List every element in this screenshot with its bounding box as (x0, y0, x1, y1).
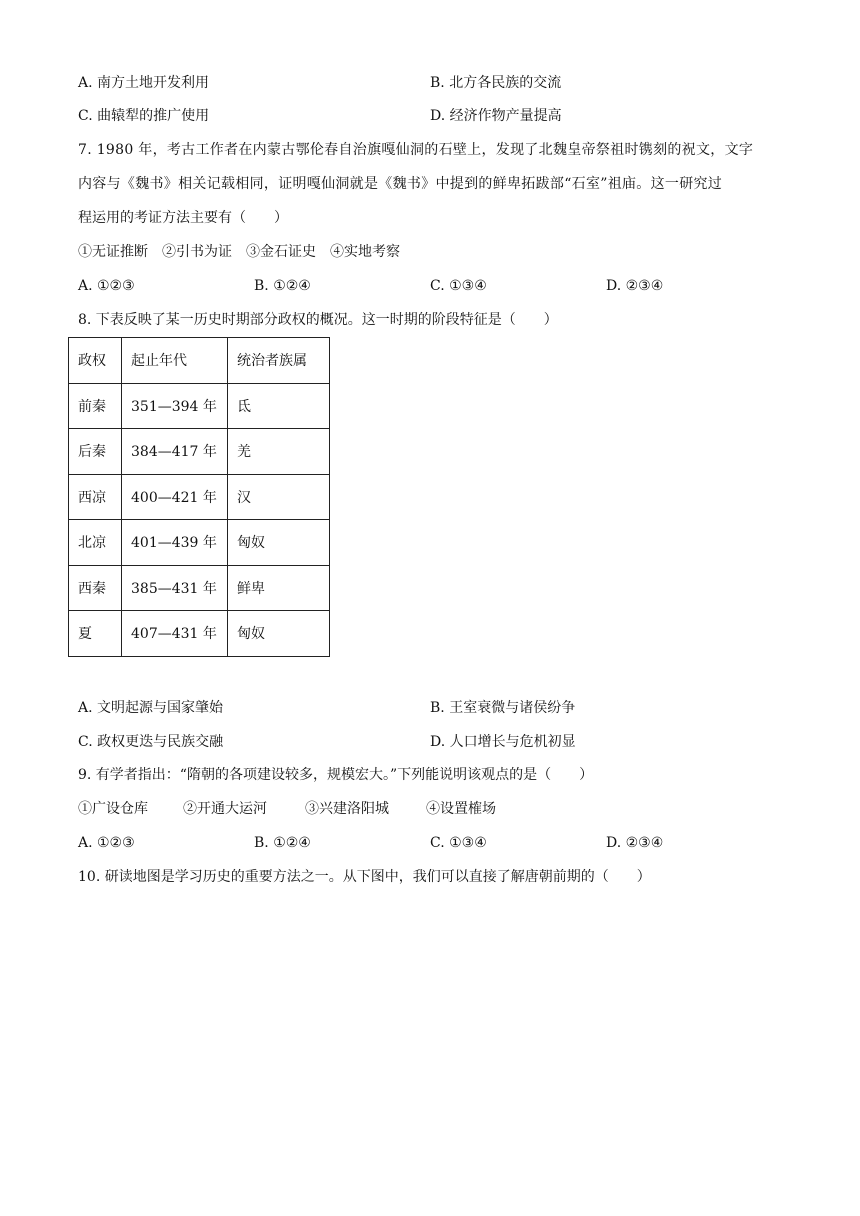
table-header-row (69, 338, 330, 384)
table-cell: 后秦 (69, 429, 122, 475)
table-cell: 400—421 年 (122, 474, 228, 520)
table-cell: 汉 (228, 474, 330, 520)
q9-item-4: ④设置榷场 (426, 801, 496, 817)
table-cell: 351—394 年 (122, 383, 228, 429)
table-cell: 407—431 年 (122, 611, 228, 657)
table-cell: 401—439 年 (122, 520, 228, 566)
q8-option-d: D. 人口增长与危机初显 (430, 734, 576, 750)
q8-option-a: A. 文明起源与国家肇始 (78, 700, 224, 716)
table-header: 起止年代 (122, 338, 228, 384)
table-cell: 北凉 (69, 520, 122, 566)
table-cell: 氐 (228, 383, 330, 429)
table-row (69, 565, 330, 611)
q7-stem-line-1: 7. 1980 年，考古工作者在内蒙古鄂伦春自治旗嘎仙洞的石壁上，发现了北魏皇帝祭祖时镌刻的祝文，文字 (78, 142, 754, 158)
q9-item-3: ③兴建洛阳城 (305, 801, 389, 817)
q9-option-c: C. ①③④ (430, 835, 487, 851)
table-cell: 前秦 (69, 383, 122, 429)
table-cell: 385—431 年 (122, 565, 228, 611)
q7-option-c: C. ①③④ (430, 278, 487, 294)
table-row (69, 474, 330, 520)
q6-option-d: D. 经济作物产量提高 (430, 108, 562, 124)
table-cell: 鲜卑 (228, 565, 330, 611)
table-header: 政权 (69, 338, 122, 384)
q9-option-d: D. ②③④ (606, 835, 664, 851)
table-row (69, 520, 330, 566)
q10-stem: 10. 研读地图是学习历史的重要方法之一。从下图中，我们可以直接了解唐朝前期的（ ） (78, 869, 651, 885)
q7-option-d: D. ②③④ (606, 278, 664, 294)
table-cell: 西凉 (69, 474, 122, 520)
q9-option-a: A. ①②③ (78, 835, 135, 851)
table-row (69, 383, 330, 429)
q8-option-b: B. 王室衰微与诸侯纷争 (430, 700, 576, 716)
table-cell: 夏 (69, 611, 122, 657)
q7-option-b: B. ①②④ (254, 278, 311, 294)
q8-stem: 8. 下表反映了某一历史时期部分政权的概况。这一时期的阶段特征是（ ） (78, 312, 558, 328)
table-cell: 384—417 年 (122, 429, 228, 475)
q6-option-c: C. 曲辕犁的推广使用 (78, 108, 210, 124)
q7-stem-line-2: 内容与《魏书》相关记载相同，证明嘎仙洞就是《魏书》中提到的鲜卑拓跋部“石室”祖庙。这一研究过 (78, 176, 723, 192)
table-cell: 羌 (228, 429, 330, 475)
table-cell: 匈奴 (228, 611, 330, 657)
q9-item-1: ①广设仓库 (78, 801, 148, 817)
q8-option-c: C. 政权更迭与民族交融 (78, 734, 224, 750)
q9-stem: 9. 有学者指出：“隋朝的各项建设较多，规模宏大。”下列能说明该观点的是（ ） (78, 767, 594, 783)
q7-option-a: A. ①②③ (78, 278, 135, 294)
q7-stem-line-3: 程运用的考证方法主要有（ ） (78, 210, 288, 226)
table-row (69, 429, 330, 475)
q7-items: ①无证推断 ②引书为证 ③金石证史 ④实地考察 (78, 244, 400, 260)
table-row (69, 611, 330, 657)
q9-item-2: ②开通大运河 (183, 801, 267, 817)
q6-option-b: B. 北方各民族的交流 (430, 75, 562, 91)
q6-option-a: A. 南方土地开发利用 (78, 75, 210, 91)
q9-option-b: B. ①②④ (254, 835, 311, 851)
table-cell: 匈奴 (228, 520, 330, 566)
table-header: 统治者族属 (228, 338, 330, 384)
regime-table (68, 337, 330, 657)
table-cell: 西秦 (69, 565, 122, 611)
